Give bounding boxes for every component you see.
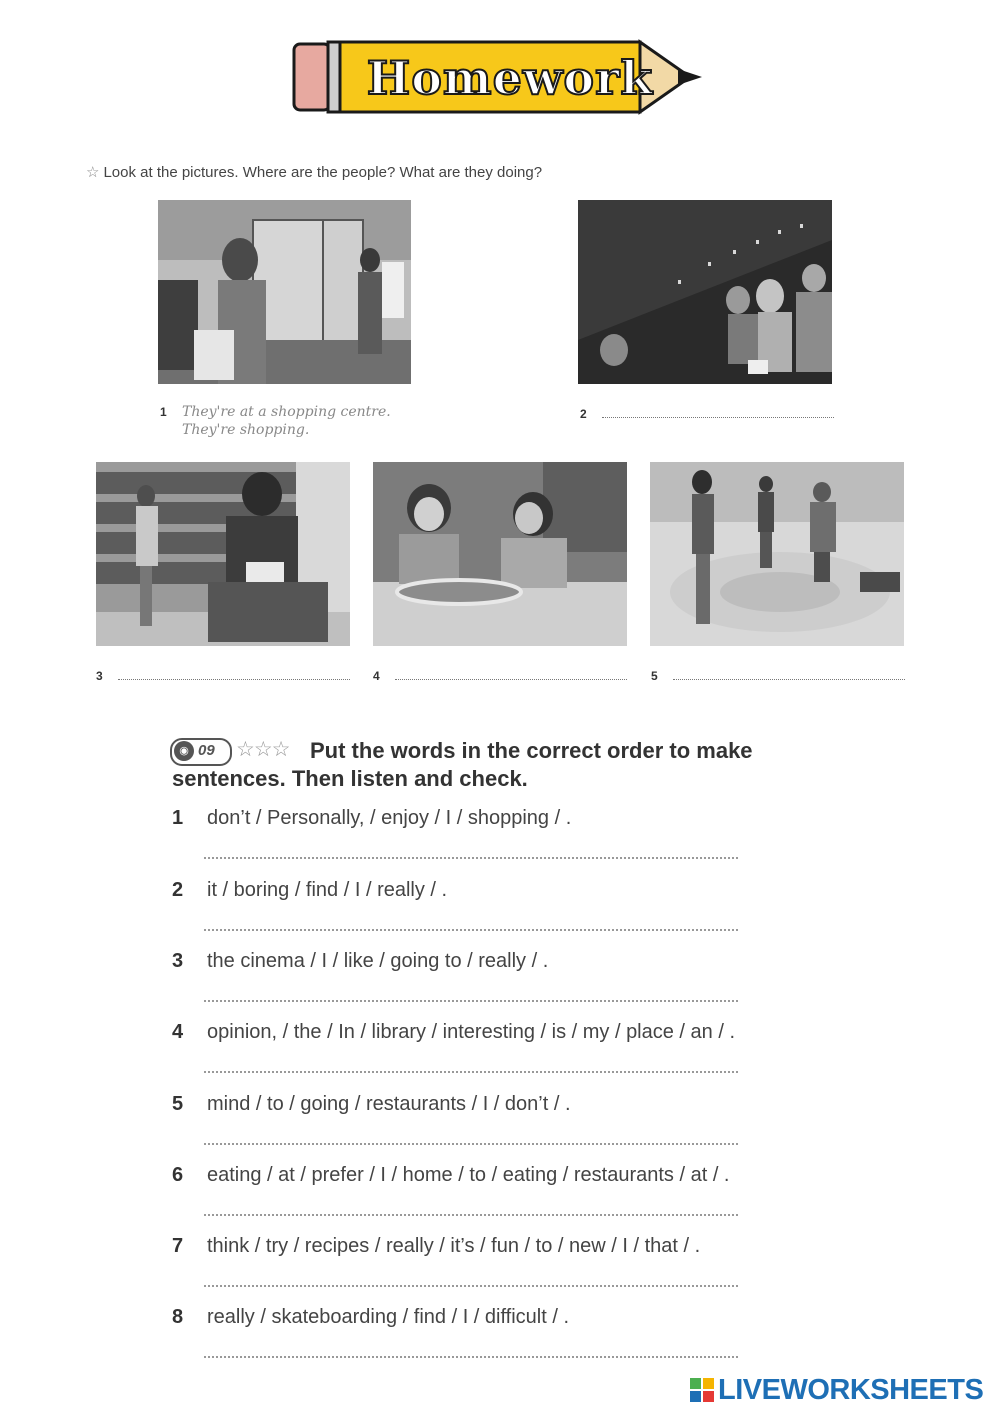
exercise2-title-line1: Put the words in the correct order to make	[310, 738, 753, 763]
scrambled-sentence: it / boring / find / I / really / .	[207, 879, 448, 901]
answer-line-3[interactable]	[118, 679, 350, 680]
example-answer-line1: They're at a shopping centre.	[182, 404, 391, 420]
scrambled-sentence: think / try / recipes / really / it’s / fun / to / new / I / that / .	[207, 1235, 701, 1257]
picture-library	[96, 462, 350, 646]
answer-line[interactable]	[204, 1356, 738, 1358]
picture-shopping-centre	[158, 200, 411, 384]
picture-cinema	[578, 200, 832, 384]
answer-line[interactable]	[204, 1000, 738, 1002]
exercise1-instruction	[86, 163, 542, 181]
answer-line-4[interactable]	[395, 679, 627, 680]
answer-line[interactable]	[204, 1143, 738, 1145]
liveworksheets-logo-icon	[690, 1378, 714, 1402]
picture-restaurant	[373, 462, 627, 646]
scrambled-sentence: opinion, / the / In / library / interesting / is / my / place / an / .	[207, 1021, 736, 1043]
page-title: Homework	[366, 51, 654, 105]
answer-line-5[interactable]	[673, 679, 905, 680]
answer-line[interactable]	[204, 857, 738, 859]
answer-line[interactable]	[204, 929, 738, 931]
answer-line[interactable]	[204, 1214, 738, 1216]
scrambled-sentence: mind / to / going / restaurants / I / don’t / .	[207, 1093, 571, 1115]
item-number: 8	[172, 1306, 184, 1328]
exercise2-title-line2: sentences. Then listen and check.	[172, 766, 528, 791]
star-icon: ☆	[86, 164, 100, 181]
item-number: 2	[172, 879, 184, 901]
example-answer	[182, 403, 391, 439]
liveworksheets-logo-text: LIVEWORKSHEETS	[718, 1374, 984, 1406]
item-number: 3	[172, 950, 184, 972]
exercise1-instruction-text: Look at the pictures. Where are the people? What are they doing?	[103, 164, 543, 181]
audio-track-number: 09	[198, 742, 215, 759]
scrambled-sentence: eating / at / prefer / I / home / to / eating / restaurants / at / .	[207, 1164, 730, 1186]
difficulty-stars-icon: ☆☆☆	[236, 738, 290, 761]
audio-track-button[interactable]	[170, 738, 232, 766]
item-number: 6	[172, 1164, 184, 1186]
item-number: 7	[172, 1235, 184, 1257]
item-number: 4	[172, 1021, 184, 1043]
answer-line-2[interactable]	[602, 417, 834, 418]
audio-icon: ◉	[174, 741, 194, 761]
item-number: 1	[172, 807, 184, 829]
example-answer-line2: They're shopping.	[182, 422, 310, 438]
item-number: 2	[580, 407, 587, 421]
item-number: 3	[96, 669, 103, 683]
picture-park-skateboarding	[650, 462, 904, 646]
item-number: 4	[373, 669, 380, 683]
item-number: 5	[172, 1093, 184, 1115]
answer-line[interactable]	[204, 1071, 738, 1073]
scrambled-sentence: really / skateboarding / find / I / difficult / .	[207, 1306, 570, 1328]
item-number: 5	[651, 669, 658, 683]
item-number: 1	[160, 405, 167, 419]
scrambled-sentence: don’t / Personally, / enjoy / I / shopping / .	[207, 807, 572, 829]
scrambled-sentence: the cinema / I / like / going to / really / .	[207, 950, 549, 972]
answer-line[interactable]	[204, 1285, 738, 1287]
